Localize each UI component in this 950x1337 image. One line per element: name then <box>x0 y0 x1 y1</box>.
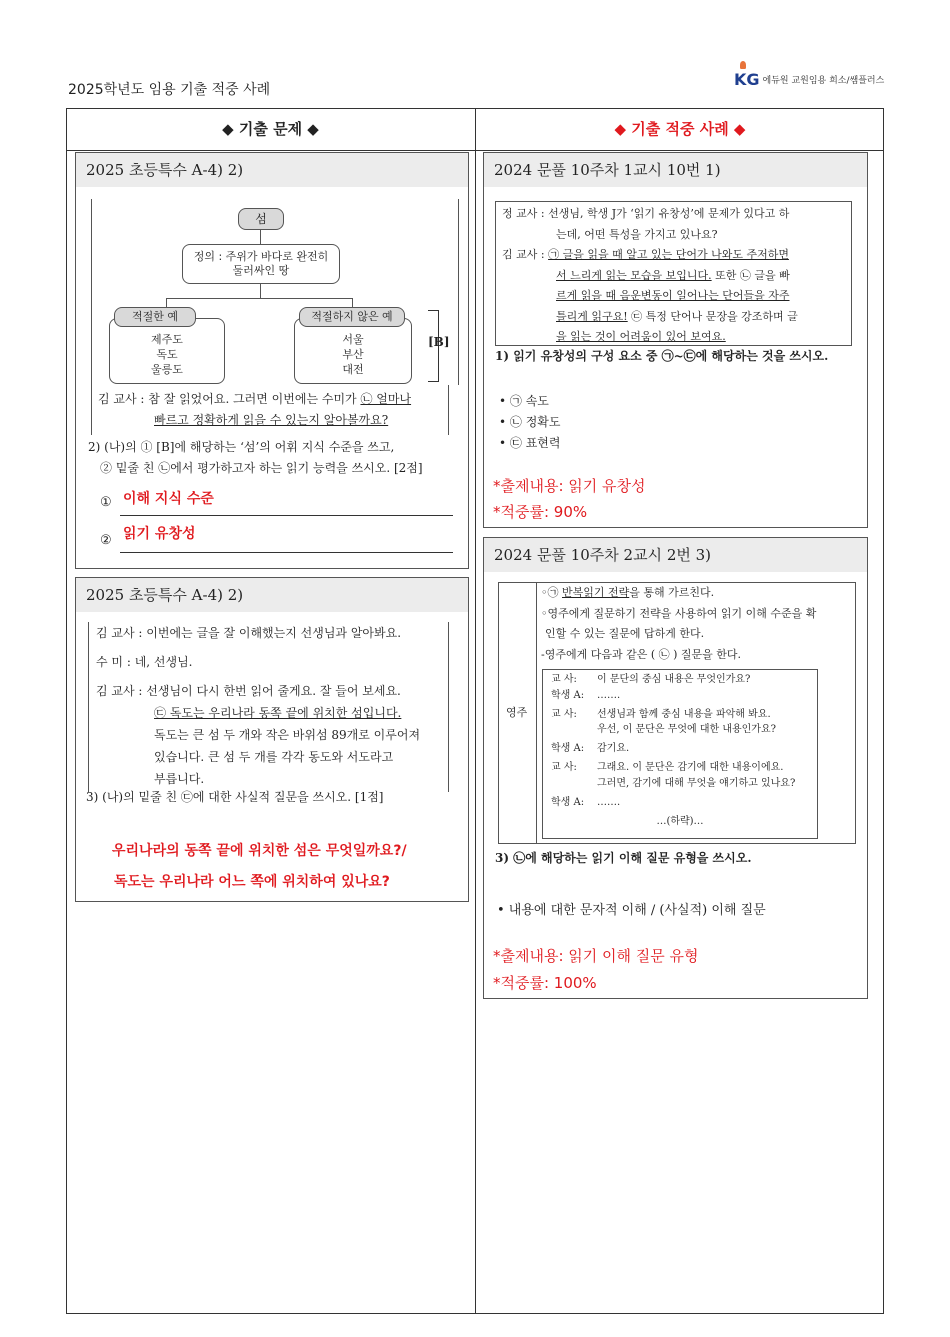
diagram-right-border <box>458 199 459 385</box>
table-divider <box>536 582 537 844</box>
bullet-item: • ㉡ 정확도 <box>499 415 561 429</box>
column-divider <box>475 108 476 1314</box>
connector <box>166 298 167 307</box>
bullet-item: • ㉢ 표현력 <box>499 436 561 450</box>
answer-text: • 내용에 대한 문자적 이해 / (사실적) 이해 질문 <box>497 903 766 918</box>
diagram-left-border <box>91 199 92 385</box>
connector <box>352 298 353 307</box>
column-header-right: ◆ 기출 적중 사례 ◆ <box>614 120 746 138</box>
right-panel-1 <box>483 152 868 528</box>
panel-title: 2025 초등특수 A-4) 2) <box>76 578 468 612</box>
diagram-definition-node: 정의 : 주위가 바다로 완전히 둘러싸인 땅 <box>182 244 340 284</box>
answer-1-number: ① <box>100 495 112 510</box>
bullet-item: • ㉠ 속도 <box>499 394 549 408</box>
left-panel-2 <box>75 577 469 902</box>
question-text: 1) 읽기 유창성의 구성 요소 중 ㉠~㉢에 해당하는 것을 쓰시오. <box>495 349 829 363</box>
flame-icon <box>740 61 746 69</box>
inner-dialog-box: 교 사: 이 문단의 중심 내용은 무엇인가요? 학생 A: ……. 교 사: 선생님과 함께 중심 내용을 파악해 봐요. 우선, 이 문단은 무엇에 대한 내용인가요? 학생 A: 감기요. 교 사: 그래요. 이 문단은 감기에 대한 내용이에요. 그러면, 감기에 대해 무엇을 얘기하고 있나요? 학생 A: ……. …(하략)… <box>542 669 818 839</box>
panel-title: 2025 초등특수 A-4) 2) <box>76 153 468 187</box>
bad-examples-box: 서울 부산 대전 <box>294 318 412 384</box>
good-examples-label: 적절한 예 <box>114 307 196 327</box>
hit-rate: *적중률: 90% <box>493 503 588 521</box>
logo-text: 에듀원 교원임용 희소/쌤플러스 <box>762 76 885 86</box>
answer-line <box>120 552 453 553</box>
answer-2: 읽기 유창성 <box>123 526 196 542</box>
connector <box>260 284 261 298</box>
dialog-left-border <box>91 385 92 435</box>
question-text: 3) ㉡에 해당하는 읽기 이해 질문 유형을 쓰시오. <box>495 851 752 865</box>
answer-1: 이해 지식 수준 <box>123 491 214 507</box>
dialog-box: 정 교사 : 선생님, 학생 J가 ‘읽기 유창성’에 문제가 있다고 하 는데, 어떤 특성을 가지고 있나요? 김 교사 : ㉠ 글을 읽을 때 알고 있는 단어가 나와도 주저하면 서 느리게 읽는 모습을 보입니다. 또한 ㉡ 글을 빠 르게 읽을 때 음운변동이 일어나는 단어들을 자주 틀리게 읽구요! ㉢ 특정 단어나 문장을 강조하며 글 을 읽는 것이 어려움이 있어 보여요. <box>495 201 852 346</box>
connector <box>260 230 261 244</box>
hit-rate: *적중률: 100% <box>493 974 597 992</box>
question-text: 2) (나)의 ① [B]에 해당하는 ‘섬’의 어휘 지식 수준을 쓰고, ② 밑줄 친 ㉡에서 평가하고자 하는 읽기 능력을 쓰시오. [2점] <box>88 440 423 475</box>
bullet-list <box>499 391 560 454</box>
column-header-left: ◆ 기출 문제 ◆ <box>222 120 319 138</box>
lesson-text: ◦㉠ 반복읽기 전략을 통해 가르친다. ◦영주에게 질문하기 전략을 사용하여 읽기 이해 수준을 확 인할 수 있는 질문에 답하게 한다. -영주에게 다음과 같은 ( ㉡ ) 질문을 한다. <box>541 586 817 661</box>
bracket-b-label: [B] <box>428 335 450 349</box>
kg-logo-mark: KG <box>734 70 760 89</box>
answer-line-1: 우리나라의 동쪽 끝에 위치한 섬은 무엇일까요?/ <box>112 843 407 859</box>
exam-content: *출제내용: 읽기 유창성 <box>493 477 646 495</box>
left-panel-1 <box>75 152 469 569</box>
dialog-right-border <box>448 385 449 435</box>
student-name: 영주 <box>506 706 528 719</box>
panel-title: 2024 문풀 10주차 2교시 2번 3) <box>484 538 867 572</box>
dialog-text: 김 교사 : 참 잘 읽었어요. 그러면 이번에는 수미가 ㉡ 얼마나 빠르고 정확하게 읽을 수 있는지 알아볼까요? <box>98 392 412 427</box>
dialog-text: 김 교사 : 이번에는 글을 잘 이해했는지 선생님과 알아봐요. 수 미 : 네, 선생님. 김 교사 : 선생님이 다시 한번 읽어 줄게요. 잘 들어 보세요. ㉢ 독도는 우리나라 동쪽 끝에 위치한 섬입니다. 독도는 큰 섬 두 개와 작은 바위섬 89개로 이루어져 있습니다. 큰 섬 두 개를 각각 동도와 서도라고 부릅니다. <box>96 626 421 786</box>
right-panel-2 <box>483 537 868 999</box>
connector <box>166 298 352 299</box>
panel-title: 2024 문풀 10주차 1교시 10번 1) <box>484 153 867 187</box>
question-text: 3) (나)의 밑줄 친 ㉢에 대한 사실적 질문을 쓰시오. [1점] <box>86 790 384 804</box>
answer-2-number: ② <box>100 533 112 548</box>
diagram-root-node: 섬 <box>238 208 284 230</box>
answer-line <box>120 515 453 516</box>
good-examples-box: 제주도 독도 울릉도 <box>109 318 225 384</box>
page-title: 2025학년도 임용 기출 적중 사례 <box>68 82 271 98</box>
exam-content: *출제내용: 읽기 이해 질문 유형 <box>493 947 699 965</box>
dialog-right-border <box>448 622 449 792</box>
dialog-left-border <box>88 622 89 792</box>
logo <box>734 70 884 89</box>
bad-examples-label: 적절하지 않은 예 <box>299 307 405 327</box>
answer-line-2: 독도는 우리나라 어느 쪽에 위치하여 있나요? <box>114 874 390 890</box>
header-divider <box>66 150 884 151</box>
